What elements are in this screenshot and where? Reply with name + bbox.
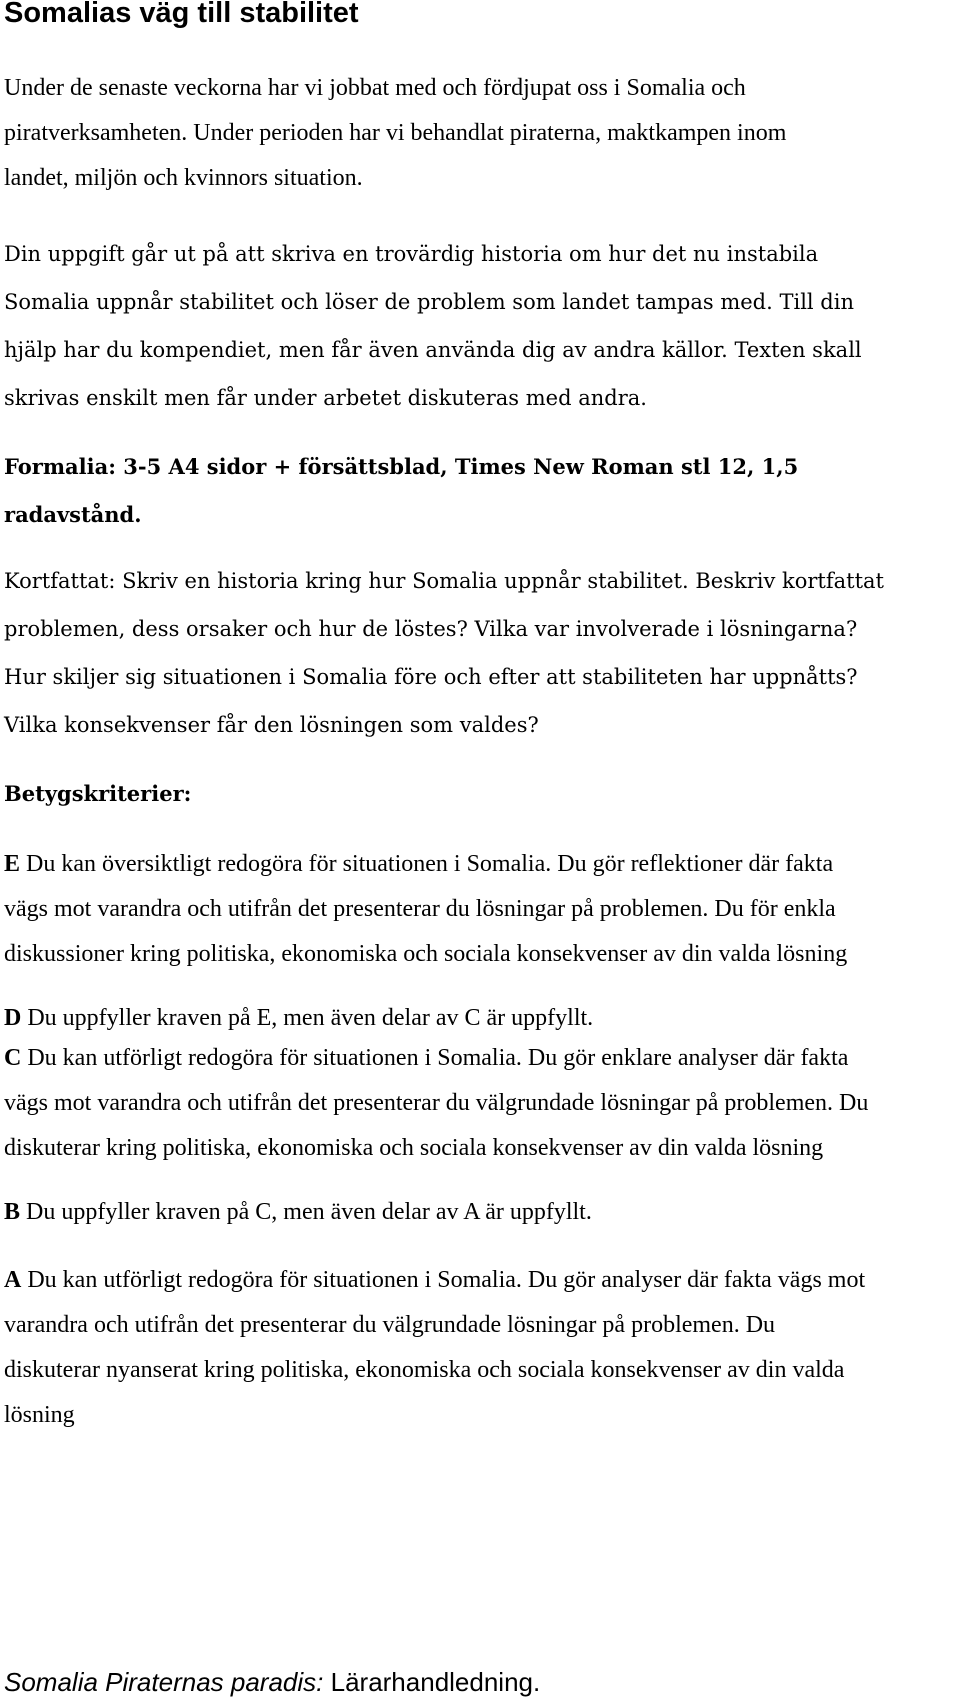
criteria-text: Du uppfyller kraven på C, men även delar av A är uppfyllt. xyxy=(20,1199,592,1225)
criteria-line: vägs mot varandra och utifrån det presenterar du välgrundade lösningar på problemen. Du xyxy=(4,1090,869,1116)
formalia-line: Formalia: 3-5 A4 sidor + försättsblad, Times New Roman stl 12, 1,5 xyxy=(4,454,799,479)
criteria-b xyxy=(4,1190,952,1235)
page-footer xyxy=(4,1665,540,1699)
criteria-line xyxy=(4,1190,952,1235)
criteria-line xyxy=(4,1258,952,1303)
intro-line: Under de senaste veckorna har vi jobbat med och fördjupat oss i Somalia och xyxy=(4,75,746,101)
criteria-line: vägs mot varandra och utifrån det presenterar du lösningar på problemen. Du för enkla xyxy=(4,896,836,922)
formalia-line: radavstånd. xyxy=(4,502,142,527)
grade-letter-d: D xyxy=(4,1005,22,1031)
intro-line: landet, miljön och kvinnors situation. xyxy=(4,165,363,191)
page-title: Somalias väg till stabilitet xyxy=(4,0,359,29)
grade-letter-a: A xyxy=(4,1267,22,1293)
criteria-line xyxy=(4,1036,952,1081)
grade-letter-b: B xyxy=(4,1199,21,1225)
grade-letter-e: E xyxy=(4,851,21,877)
summary-line: Vilka konsekvenser får den lösningen som valdes? xyxy=(4,713,539,737)
criteria-line: lösning xyxy=(4,1402,75,1428)
criteria-line: diskuterar nyanserat kring politiska, ekonomiska och sociala konsekvenser av din valda xyxy=(4,1357,845,1383)
criteria-heading xyxy=(4,770,952,818)
task-paragraph xyxy=(4,230,952,422)
summary-line: problemen, dess orsaker och hur de löstes? Vilka var involverade i lösningarna? xyxy=(4,617,858,641)
intro-paragraph xyxy=(4,66,952,201)
footer-suffix: Lärarhandledning. xyxy=(323,1667,541,1697)
task-line: hjälp har du kompendiet, men får även använda dig av andra källor. Texten skall xyxy=(4,338,862,362)
criteria-e xyxy=(4,842,952,977)
criteria-text: Du kan utförligt redogöra för situationen i Somalia. Du gör enklare analyser där fakta xyxy=(21,1045,849,1071)
grade-letter-c: C xyxy=(4,1045,22,1071)
criteria-line: varandra och utifrån det presenterar du välgrundade lösningar på problemen. Du xyxy=(4,1312,776,1338)
formalia-paragraph xyxy=(4,443,952,539)
criteria-line xyxy=(4,996,952,1041)
criteria-c xyxy=(4,1036,952,1171)
task-line: skrivas enskilt men får under arbetet diskuteras med andra. xyxy=(4,386,647,410)
criteria-text: Du uppfyller kraven på E, men även delar av C är uppfyllt. xyxy=(21,1005,594,1031)
summary-line: Kortfattat: Skriv en historia kring hur Somalia uppnår stabilitet. Beskriv kortfattat xyxy=(4,569,884,593)
criteria-text: Du kan översiktligt redogöra för situationen i Somalia. Du gör reflektioner där fakta xyxy=(20,851,834,877)
summary-paragraph xyxy=(4,557,952,749)
intro-line: piratverksamheten. Under perioden har vi behandlat piraterna, maktkampen inom xyxy=(4,120,787,146)
summary-line: Hur skiljer sig situationen i Somalia före och efter att stabiliteten har uppnåtts? xyxy=(4,665,858,689)
criteria-heading-text: Betygskriterier: xyxy=(4,781,192,806)
criteria-line: diskuterar kring politiska, ekonomiska och sociala konsekvenser av din valda lösning xyxy=(4,1135,824,1161)
task-line: Somalia uppnår stabilitet och löser de problem som landet tampas med. Till din xyxy=(4,290,854,314)
criteria-text: Du kan utförligt redogöra för situationen i Somalia. Du gör analyser där fakta vägs mot xyxy=(21,1267,866,1293)
criteria-line: diskussioner kring politiska, ekonomiska och sociala konsekvenser av din valda lösning xyxy=(4,941,848,967)
task-line: Din uppgift går ut på att skriva en trovärdig historia om hur det nu instabila xyxy=(4,242,819,266)
criteria-a xyxy=(4,1258,952,1438)
footer-source-title: Somalia Piraternas paradis: xyxy=(4,1667,324,1697)
criteria-d xyxy=(4,996,952,1041)
criteria-line xyxy=(4,842,952,887)
